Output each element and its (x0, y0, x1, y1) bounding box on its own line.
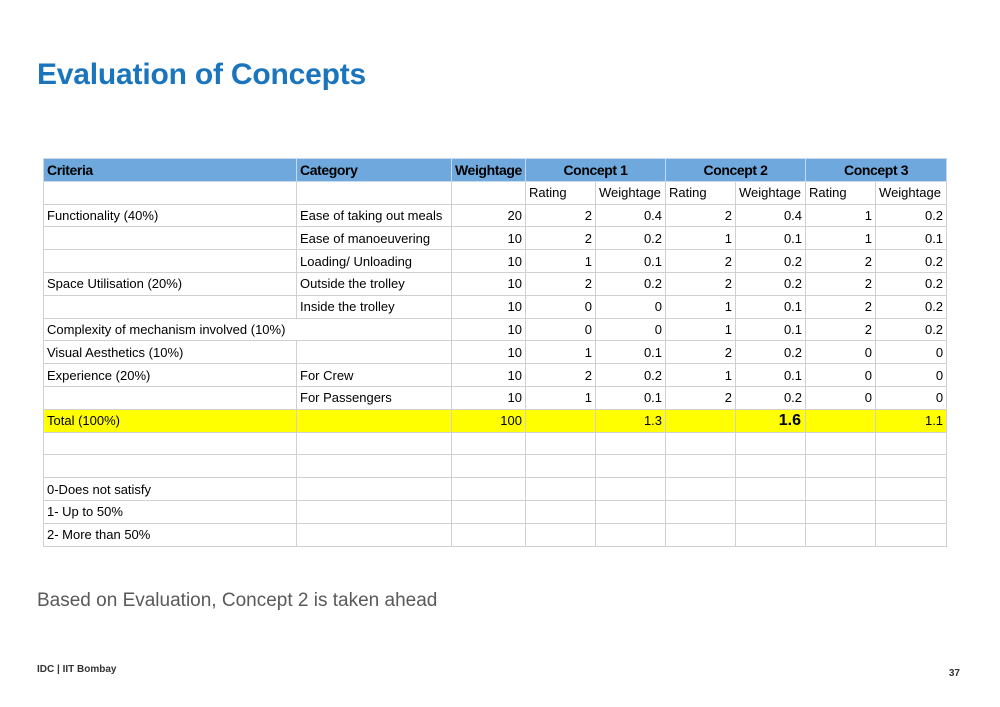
total-weightage: 100 (452, 409, 526, 432)
c1r-cell: 2 (526, 364, 596, 387)
c3r-cell: 0 (806, 364, 876, 387)
table-cell (297, 478, 452, 501)
table-cell (806, 500, 876, 523)
total-concept-1: 1.3 (596, 409, 666, 432)
table-cell (452, 523, 526, 546)
c3r-cell: 2 (806, 318, 876, 341)
c2w-cell: 0.2 (736, 341, 806, 364)
c3r-cell: 2 (806, 272, 876, 295)
weightage-cell: 10 (452, 318, 526, 341)
c3r-cell: 0 (806, 341, 876, 364)
c1r-cell: 1 (526, 386, 596, 409)
c3w-cell: 0 (876, 341, 947, 364)
table-cell (736, 500, 806, 523)
c3r-cell: 2 (806, 295, 876, 318)
weightage-cell: 10 (452, 386, 526, 409)
c2w-cell: 0.2 (736, 250, 806, 273)
c2r-cell: 2 (666, 386, 736, 409)
total-concept-2: 1.6 (736, 409, 806, 432)
c1r-cell: 1 (526, 341, 596, 364)
c3w-cell: 0 (876, 386, 947, 409)
subheader-c3-rating: Rating (806, 181, 876, 204)
c1r-cell: 2 (526, 272, 596, 295)
c1r-cell: 0 (526, 295, 596, 318)
table-cell (666, 500, 736, 523)
table-cell (876, 523, 947, 546)
table-cell (666, 523, 736, 546)
table-cell (452, 181, 526, 204)
table-cell (806, 523, 876, 546)
category-cell: Inside the trolley (297, 295, 452, 318)
table-cell (806, 455, 876, 478)
table-cell (736, 455, 806, 478)
table-cell (666, 455, 736, 478)
table-cell (736, 432, 806, 455)
weightage-cell: 10 (452, 250, 526, 273)
table-cell (876, 432, 947, 455)
criteria-cell: Space Utilisation (20%) (44, 272, 297, 295)
legend-text: 0-Does not satisfy (44, 478, 297, 501)
table-cell (297, 455, 452, 478)
table-cell (526, 500, 596, 523)
criteria-cell (44, 227, 297, 250)
c3w-cell: 0.2 (876, 250, 947, 273)
table-cell (452, 432, 526, 455)
table-row (44, 386, 947, 409)
table-cell (526, 523, 596, 546)
c2r-cell: 1 (666, 364, 736, 387)
table-cell (666, 478, 736, 501)
c2w-cell: 0.2 (736, 272, 806, 295)
c3w-cell: 0 (876, 364, 947, 387)
evaluation-table (43, 158, 947, 547)
criteria-cell: Functionality (40%) (44, 204, 297, 227)
weightage-cell: 10 (452, 295, 526, 318)
c3r-cell: 2 (806, 250, 876, 273)
c2r-cell: 1 (666, 318, 736, 341)
table-cell (596, 478, 666, 501)
c2w-cell: 0.1 (736, 364, 806, 387)
subheader-c2-rating: Rating (666, 181, 736, 204)
c3w-cell: 0.2 (876, 204, 947, 227)
legend-row (44, 523, 947, 546)
table-cell (297, 181, 452, 204)
category-cell: Outside the trolley (297, 272, 452, 295)
c3r-cell: 0 (806, 386, 876, 409)
table-cell (596, 500, 666, 523)
category-cell (297, 341, 452, 364)
table-header-row (44, 159, 947, 182)
header-concept-2: Concept 2 (666, 159, 806, 182)
total-concept-3: 1.1 (876, 409, 947, 432)
table-row (44, 204, 947, 227)
criteria-cell (44, 250, 297, 273)
c1w-cell: 0.1 (596, 341, 666, 364)
page-number: 37 (948, 668, 960, 679)
table-cell (736, 478, 806, 501)
table-cell (452, 500, 526, 523)
table-cell (297, 409, 452, 432)
header-category: Category (297, 159, 452, 182)
c1r-cell: 2 (526, 227, 596, 250)
c2r-cell: 2 (666, 204, 736, 227)
c2w-cell: 0.1 (736, 295, 806, 318)
c1w-cell: 0.2 (596, 227, 666, 250)
header-concept-3: Concept 3 (806, 159, 947, 182)
criteria-cell: Complexity of mechanism involved (10%) (44, 318, 452, 341)
c2r-cell: 2 (666, 250, 736, 273)
weightage-cell: 10 (452, 341, 526, 364)
c2w-cell: 0.1 (736, 227, 806, 250)
table-cell (526, 455, 596, 478)
criteria-cell: Experience (20%) (44, 364, 297, 387)
table-row (44, 272, 947, 295)
table-cell (806, 478, 876, 501)
c2w-cell: 0.1 (736, 318, 806, 341)
table-row (44, 318, 947, 341)
conclusion-text: Based on Evaluation, Concept 2 is taken ahead (37, 590, 438, 611)
legend-row (44, 478, 947, 501)
table-cell (596, 432, 666, 455)
legend-text: 1- Up to 50% (44, 500, 297, 523)
header-criteria: Criteria (44, 159, 297, 182)
blank-row (44, 432, 947, 455)
c1r-cell: 0 (526, 318, 596, 341)
table-cell (452, 478, 526, 501)
category-cell: For Passengers (297, 386, 452, 409)
c1r-cell: 1 (526, 250, 596, 273)
table-cell (526, 432, 596, 455)
legend-text: 2- More than 50% (44, 523, 297, 546)
c3w-cell: 0.2 (876, 295, 947, 318)
category-cell: For Crew (297, 364, 452, 387)
c1r-cell: 2 (526, 204, 596, 227)
table-cell (452, 455, 526, 478)
table-cell (44, 181, 297, 204)
table-cell (666, 409, 736, 432)
table-cell (297, 432, 452, 455)
table-cell (526, 478, 596, 501)
total-label: Total (100%) (44, 409, 297, 432)
page-title: Evaluation of Concepts (37, 58, 366, 91)
header-weightage: Weightage (452, 159, 526, 182)
table-cell (596, 523, 666, 546)
legend-row (44, 500, 947, 523)
weightage-cell: 10 (452, 272, 526, 295)
table-cell (876, 455, 947, 478)
c2r-cell: 1 (666, 227, 736, 250)
table-cell (297, 523, 452, 546)
total-row (44, 409, 947, 432)
table-cell (806, 432, 876, 455)
table-cell (806, 409, 876, 432)
table-subheader-row (44, 181, 947, 204)
subheader-c1-weightage: Weightage (596, 181, 666, 204)
c2r-cell: 2 (666, 341, 736, 364)
c1w-cell: 0.4 (596, 204, 666, 227)
subheader-c2-weightage: Weightage (736, 181, 806, 204)
c2w-cell: 0.4 (736, 204, 806, 227)
table-cell (526, 409, 596, 432)
criteria-cell: Visual Aesthetics (10%) (44, 341, 297, 364)
table-row (44, 341, 947, 364)
table-cell (297, 500, 452, 523)
c3w-cell: 0.2 (876, 318, 947, 341)
c1w-cell: 0 (596, 318, 666, 341)
table-row (44, 295, 947, 318)
c1w-cell: 0.1 (596, 386, 666, 409)
blank-row (44, 455, 947, 478)
category-cell: Ease of manoeuvering (297, 227, 452, 250)
criteria-cell (44, 295, 297, 318)
subheader-c1-rating: Rating (526, 181, 596, 204)
weightage-cell: 10 (452, 364, 526, 387)
table-cell (44, 432, 297, 455)
c3r-cell: 1 (806, 227, 876, 250)
footer-institution: IDC | IIT Bombay (37, 664, 117, 675)
table-cell (876, 500, 947, 523)
table-cell (44, 455, 297, 478)
c2r-cell: 1 (666, 295, 736, 318)
c3r-cell: 1 (806, 204, 876, 227)
criteria-cell (44, 386, 297, 409)
table-cell (876, 478, 947, 501)
table-cell (736, 523, 806, 546)
table-row (44, 227, 947, 250)
c2w-cell: 0.2 (736, 386, 806, 409)
category-cell: Loading/ Unloading (297, 250, 452, 273)
table-row (44, 364, 947, 387)
c2r-cell: 2 (666, 272, 736, 295)
table-cell (596, 455, 666, 478)
c1w-cell: 0.1 (596, 250, 666, 273)
weightage-cell: 10 (452, 227, 526, 250)
category-cell: Ease of taking out meals (297, 204, 452, 227)
table-cell (666, 432, 736, 455)
weightage-cell: 20 (452, 204, 526, 227)
c1w-cell: 0 (596, 295, 666, 318)
table-row (44, 250, 947, 273)
subheader-c3-weightage: Weightage (876, 181, 947, 204)
c1w-cell: 0.2 (596, 364, 666, 387)
header-concept-1: Concept 1 (526, 159, 666, 182)
c3w-cell: 0.2 (876, 272, 947, 295)
c1w-cell: 0.2 (596, 272, 666, 295)
c3w-cell: 0.1 (876, 227, 947, 250)
